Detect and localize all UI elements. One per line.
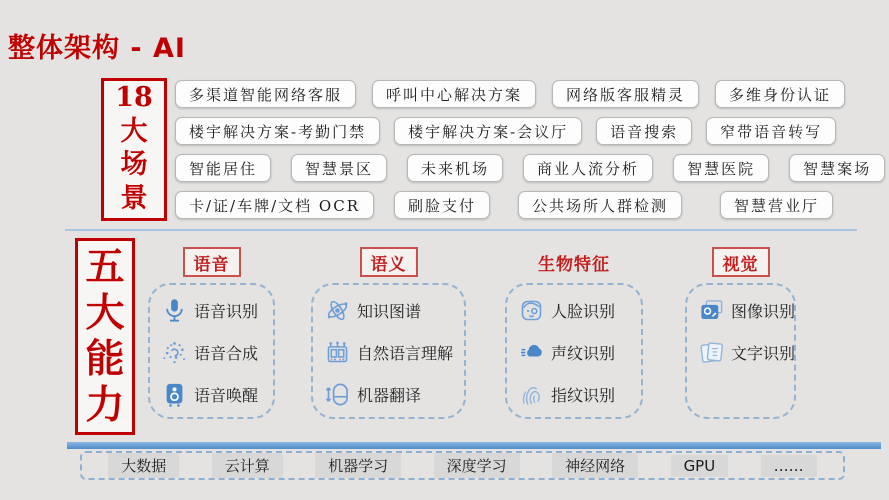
machine-icon xyxy=(324,339,351,366)
scenarios-grid xyxy=(175,80,872,219)
abilities-label-char: 能 xyxy=(85,336,125,383)
ability-item-label: 自然语言理解 xyxy=(357,343,454,363)
ability-group-panel xyxy=(148,283,275,419)
ability-item-label: 人脸识别 xyxy=(551,301,616,321)
ability-item xyxy=(518,337,637,367)
voiceprint-icon xyxy=(518,339,545,366)
scenario-tag: 呼叫中心解决方案 xyxy=(372,80,536,108)
scenario-tag: 多渠道智能网络客服 xyxy=(175,80,356,108)
abilities-label-char: 力 xyxy=(85,382,125,429)
ability-item xyxy=(324,337,460,367)
infrastructure-chip: 大数据 xyxy=(108,453,179,478)
ability-group-panel xyxy=(311,283,466,419)
ability-item xyxy=(518,379,637,409)
infrastructure-strip xyxy=(80,451,845,480)
ability-item-label: 指纹识别 xyxy=(551,385,616,405)
scenario-tag: 智慧医院 xyxy=(673,154,769,182)
document-text-icon xyxy=(698,339,725,366)
abilities-label-char: 大 xyxy=(85,289,125,336)
infrastructure-bar xyxy=(67,442,881,449)
scenario-tag: 楼宇解决方案-会议厅 xyxy=(394,117,582,145)
ability-item xyxy=(698,337,796,367)
scenario-tag: 未来机场 xyxy=(407,154,503,182)
scenario-tag: 窄带语音转写 xyxy=(706,117,836,145)
ability-group-vision xyxy=(685,247,796,419)
ability-item-label: 语音唤醒 xyxy=(194,385,259,405)
scenario-tag: 网络版客服精灵 xyxy=(552,80,699,108)
scenario-tag: 卡/证/车牌/文档 OCR xyxy=(175,191,374,219)
section-divider-line xyxy=(65,229,857,231)
scenarios-label-char: 大 xyxy=(120,115,148,147)
scenario-tag: 楼宇解决方案-考勤门禁 xyxy=(175,117,380,145)
image-icon xyxy=(698,297,725,324)
infrastructure-chip: …… xyxy=(761,455,817,477)
ability-item xyxy=(324,295,460,325)
scenario-tag: 刷脸支付 xyxy=(394,191,490,219)
ability-item xyxy=(161,295,269,325)
scenarios-row-4 xyxy=(175,191,835,219)
ability-group-biometrics xyxy=(505,247,643,419)
ability-item-label: 语音识别 xyxy=(194,301,259,321)
ability-item-label: 文字识别 xyxy=(731,343,796,363)
ability-item xyxy=(161,337,269,367)
atom-icon xyxy=(324,297,351,324)
scenarios-label-char: 场 xyxy=(120,149,148,181)
ability-group-title: 视觉 xyxy=(712,247,770,277)
scenarios-label-char: 景 xyxy=(120,182,148,214)
ability-item-label: 图像识别 xyxy=(731,301,796,321)
ability-item-label: 声纹识别 xyxy=(551,343,616,363)
scenario-tag: 智慧案场 xyxy=(789,154,885,182)
face-icon xyxy=(518,297,545,324)
scenario-tag: 智慧营业厅 xyxy=(720,191,833,219)
ability-group-panel xyxy=(505,283,643,419)
abilities-label-char: 五 xyxy=(85,243,125,290)
scenarios-label-char: 18 xyxy=(115,82,153,113)
ability-group-title: 生物特征 xyxy=(538,254,610,275)
ability-item xyxy=(161,379,269,409)
speaker-icon xyxy=(161,381,188,408)
ability-item xyxy=(698,295,796,325)
page-title: 整体架构 - AI xyxy=(8,33,186,64)
infrastructure-chip: GPU xyxy=(671,455,729,477)
translate-icon xyxy=(324,381,351,408)
abilities-label-box xyxy=(75,238,135,435)
scenario-tag: 语音搜索 xyxy=(596,117,692,145)
scenario-tag: 多维身份认证 xyxy=(715,80,845,108)
ability-group-panel xyxy=(685,283,796,419)
microphone-icon xyxy=(161,297,188,324)
scenarios-row-2 xyxy=(175,117,835,145)
scenario-tag: 智慧景区 xyxy=(291,154,387,182)
ability-group-title: 语音 xyxy=(183,247,241,277)
ability-item-label: 知识图谱 xyxy=(357,301,422,321)
infrastructure-chip: 神经网络 xyxy=(552,453,638,478)
scenarios-row-1 xyxy=(175,80,835,108)
ability-item xyxy=(324,379,460,409)
fingerprint-icon xyxy=(518,381,545,408)
infrastructure-chip: 云计算 xyxy=(212,453,283,478)
ability-item xyxy=(518,295,637,325)
scenarios-label-box xyxy=(101,78,167,221)
scenarios-row-3 xyxy=(175,154,872,182)
ability-item-label: 语音合成 xyxy=(194,343,259,363)
ability-group-speech xyxy=(148,247,275,419)
infrastructure-chip: 机器学习 xyxy=(315,453,401,478)
scenario-tag: 智能居住 xyxy=(175,154,271,182)
scenario-tag: 商业人流分析 xyxy=(523,154,653,182)
ability-group-semantics xyxy=(311,247,466,419)
ability-group-title: 语义 xyxy=(360,247,418,277)
ability-item-label: 机器翻译 xyxy=(357,385,422,405)
scenario-tag: 公共场所人群检测 xyxy=(518,191,682,219)
infrastructure-chip: 深度学习 xyxy=(434,453,520,478)
dots-wave-icon xyxy=(161,339,188,366)
